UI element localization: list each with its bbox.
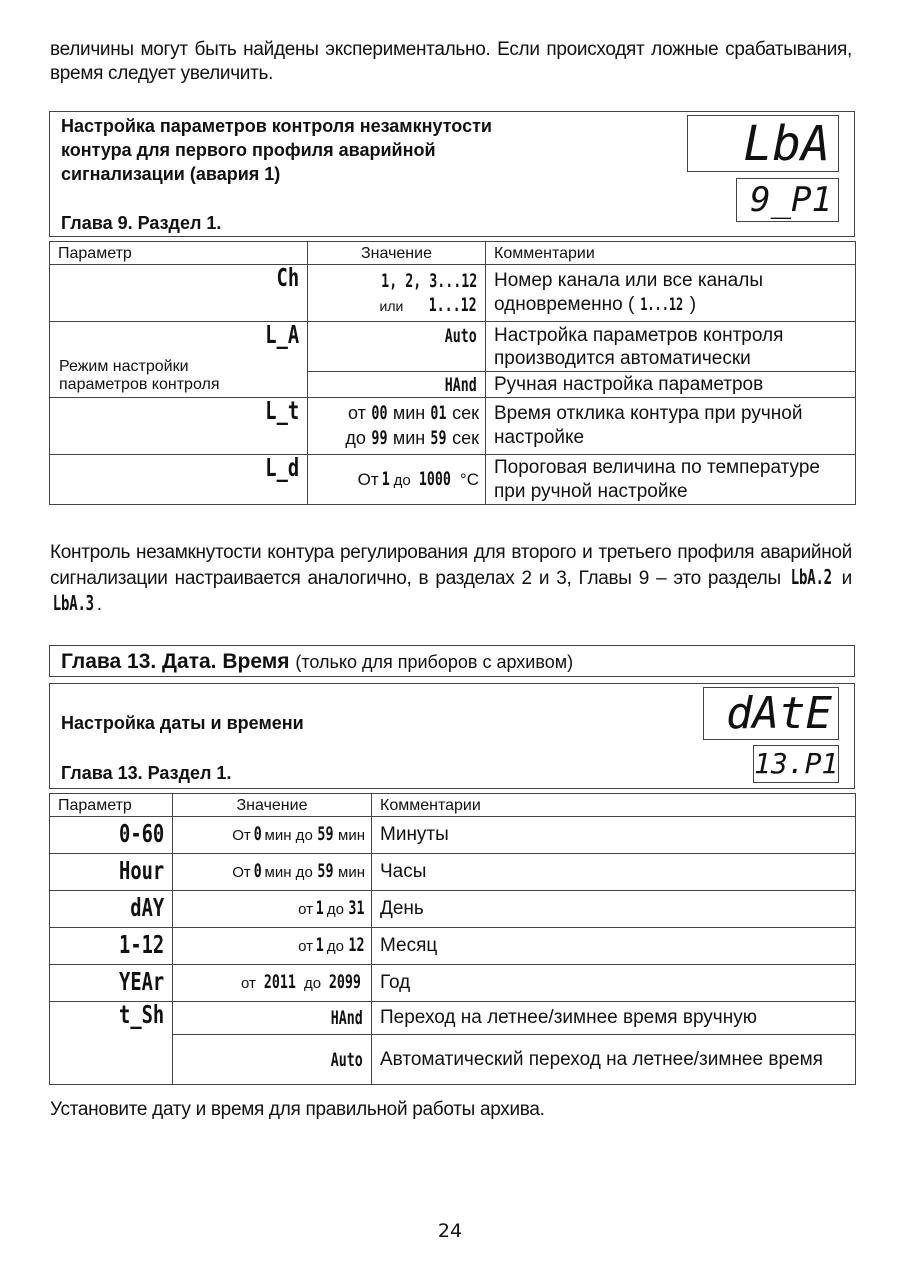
param-la: L_A	[265, 321, 299, 349]
section2-chapter: Глава 13. Раздел 1.	[61, 763, 232, 783]
ld-to-val: 1000	[419, 467, 452, 490]
value-part: до	[299, 975, 326, 992]
section1-title-line3: сигнализации (авария 1)	[61, 164, 281, 184]
param-code: 1-12	[118, 930, 164, 959]
value-part: мин	[333, 827, 365, 844]
comment-ch-prefix: одновременно (	[494, 294, 635, 315]
table-row-la-auto	[50, 322, 856, 372]
value-lt	[308, 398, 486, 455]
lcd-display-sub-2	[753, 745, 839, 783]
lcd-display-sub	[736, 178, 839, 222]
header-value-2: Значение	[173, 794, 372, 817]
chapter13-header	[49, 645, 855, 677]
param-la-label: Режим настройки параметров контроля	[59, 358, 220, 393]
value-part: 1	[315, 897, 324, 919]
section1-table	[49, 241, 856, 505]
value-part: 59	[317, 860, 334, 882]
value-part: от	[240, 975, 261, 992]
middle-and: и	[834, 568, 852, 589]
param-code: Hour	[118, 856, 164, 885]
header-comments-2: Комментарии	[372, 794, 856, 817]
section1-chapter: Глава 9. Раздел 1.	[61, 213, 222, 233]
table-row	[50, 817, 856, 854]
table-row	[50, 965, 856, 1002]
comment-la-hand: Ручная настройка параметров	[486, 372, 856, 398]
table-row	[50, 891, 856, 928]
value-part: От	[232, 827, 255, 844]
comment-la-auto: Настройка параметров контроля производится автоматически	[486, 322, 856, 372]
ld-to: до	[393, 471, 411, 489]
value-la-hand: HAnd	[444, 373, 477, 396]
param-code: dAY	[130, 893, 164, 922]
lcd-sub-text: 9_P1	[750, 180, 832, 220]
header-parameter-2: Параметр	[50, 794, 173, 817]
section1-title-line2: контура для первого профиля аварийной	[61, 140, 436, 160]
section1-title-line1: Настройка параметров контроля незамкнутости	[61, 116, 492, 136]
comment-ch-line1: Номер канала или все каналы	[494, 270, 763, 291]
lt-from-min: 00	[371, 402, 388, 424]
comment-cell: Месяц	[372, 928, 856, 965]
value-part: 0	[253, 860, 262, 882]
param-tsh: t_Sh	[118, 1001, 164, 1029]
header-value: Значение	[308, 242, 486, 265]
param-lt: L_t	[265, 397, 299, 425]
value-part: 0	[253, 823, 262, 845]
value-part: 59	[317, 823, 334, 845]
lt-sec-label-2: сек	[452, 428, 479, 448]
table-header-row	[50, 242, 856, 265]
comment-cell: Год	[372, 965, 856, 1002]
value-cell	[173, 854, 372, 891]
value-part: от	[298, 901, 318, 918]
value-part: мин	[333, 864, 365, 881]
table-row-tsh-hand	[50, 1002, 856, 1035]
param-cell	[50, 891, 173, 928]
param-code: 0-60	[118, 819, 164, 848]
middle-code-lba2: LbA.2	[790, 565, 832, 589]
table-row-ch	[50, 265, 856, 322]
table-row	[50, 854, 856, 891]
table-row-ld	[50, 455, 856, 505]
ld-unit: °C	[459, 469, 479, 489]
value-cell	[173, 891, 372, 928]
header-parameter: Параметр	[50, 242, 308, 265]
value-la-auto: Auto	[444, 325, 477, 347]
middle-code-lba3: LbA.3	[52, 591, 94, 615]
section1-header	[49, 111, 855, 237]
lt-to-min: 99	[371, 427, 388, 449]
section2-table	[49, 793, 856, 1085]
param-ch: Ch	[276, 264, 299, 292]
page-number: 24	[437, 1220, 463, 1242]
middle-end: .	[96, 594, 102, 615]
intro-paragraph: величины могут быть найдены экспериментально. Если происходят ложные срабатывания, время следует увеличить.	[50, 39, 852, 84]
value-cell	[173, 928, 372, 965]
comment-cell: День	[372, 891, 856, 928]
comment-tsh-hand: Переход на летнее/зимнее время вручную	[372, 1002, 856, 1035]
table-header-row-2	[50, 794, 856, 817]
lt-from-sec: 01	[430, 402, 447, 424]
table-row-lt	[50, 398, 856, 455]
comment-ch-range: 1...12	[640, 295, 684, 315]
value-part: 12	[348, 934, 365, 956]
value-part: 31	[348, 897, 365, 919]
param-cell	[50, 928, 173, 965]
comment-lt: Время отклика контура при ручной настройке	[486, 398, 856, 455]
param-ld: L_d	[265, 454, 299, 482]
middle-text: Контроль незамкнутости контура регулирования для второго и третьего профиля аварийной сигнализации настраивается аналогично, в разделах 2 и 3, Главы 9 – это разделы	[50, 542, 852, 589]
lcd-display-main-2	[703, 687, 839, 740]
value-part: мин до	[260, 864, 317, 881]
value-ch-line2: 1...12	[428, 293, 477, 316]
chapter13-note: (только для приборов с архивом)	[295, 652, 574, 672]
header-comments: Комментарии	[486, 242, 856, 265]
section1-title	[61, 114, 492, 186]
chapter13-title: Глава 13. Дата. Время	[61, 650, 290, 673]
comment-cell: Минуты	[372, 817, 856, 854]
section2-title: Настройка даты и времени	[61, 713, 304, 733]
value-part: 2011	[263, 971, 296, 993]
comment-tsh-auto: Автоматический переход на летнее/зимнее время	[372, 1035, 856, 1085]
lcd-main-text-2: dAtE	[726, 688, 832, 739]
value-part: От	[232, 864, 255, 881]
lt-from: от	[348, 403, 366, 423]
lcd-display-main	[687, 115, 839, 172]
lt-to-sec: 59	[430, 427, 447, 449]
comment-ch-suffix: )	[689, 294, 697, 315]
lcd-main-text: LbA	[743, 116, 830, 172]
value-part: 2099	[329, 971, 362, 993]
table-row	[50, 928, 856, 965]
lt-min-label-2: мин	[392, 428, 426, 448]
param-cell	[50, 965, 173, 1002]
value-cell	[173, 817, 372, 854]
value-tsh-auto: Auto	[330, 1048, 363, 1071]
outro-paragraph: Установите дату и время для правильной работы архива.	[50, 1099, 545, 1120]
value-part: от	[298, 938, 318, 955]
lt-min-label: мин	[392, 403, 426, 423]
lt-to: до	[345, 428, 366, 448]
comment-cell: Часы	[372, 854, 856, 891]
param-code: YEAr	[118, 967, 164, 996]
value-cell	[173, 965, 372, 1002]
section2-header	[49, 683, 855, 789]
comment-ch	[486, 265, 856, 322]
value-part: мин до	[260, 827, 317, 844]
value-ch-or: или	[379, 297, 404, 314]
value-ch	[308, 265, 486, 322]
value-tsh-hand: HAnd	[330, 1007, 363, 1029]
value-ch-line1: 1, 2, 3...12	[380, 269, 477, 292]
value-part: 1	[315, 934, 324, 956]
ld-from: От	[357, 469, 379, 489]
comment-ld: Пороговая величина по температуре при ручной настройке	[486, 455, 856, 505]
value-part: до	[322, 901, 349, 918]
param-cell	[50, 854, 173, 891]
value-part: до	[322, 938, 349, 955]
param-la-cell	[50, 322, 308, 398]
value-ld	[308, 455, 486, 505]
ld-from-val: 1	[382, 467, 391, 490]
lt-sec-label: сек	[452, 403, 479, 423]
param-cell	[50, 817, 173, 854]
middle-paragraph	[50, 541, 852, 617]
lcd-sub-text-2: 13.P1	[754, 747, 839, 780]
